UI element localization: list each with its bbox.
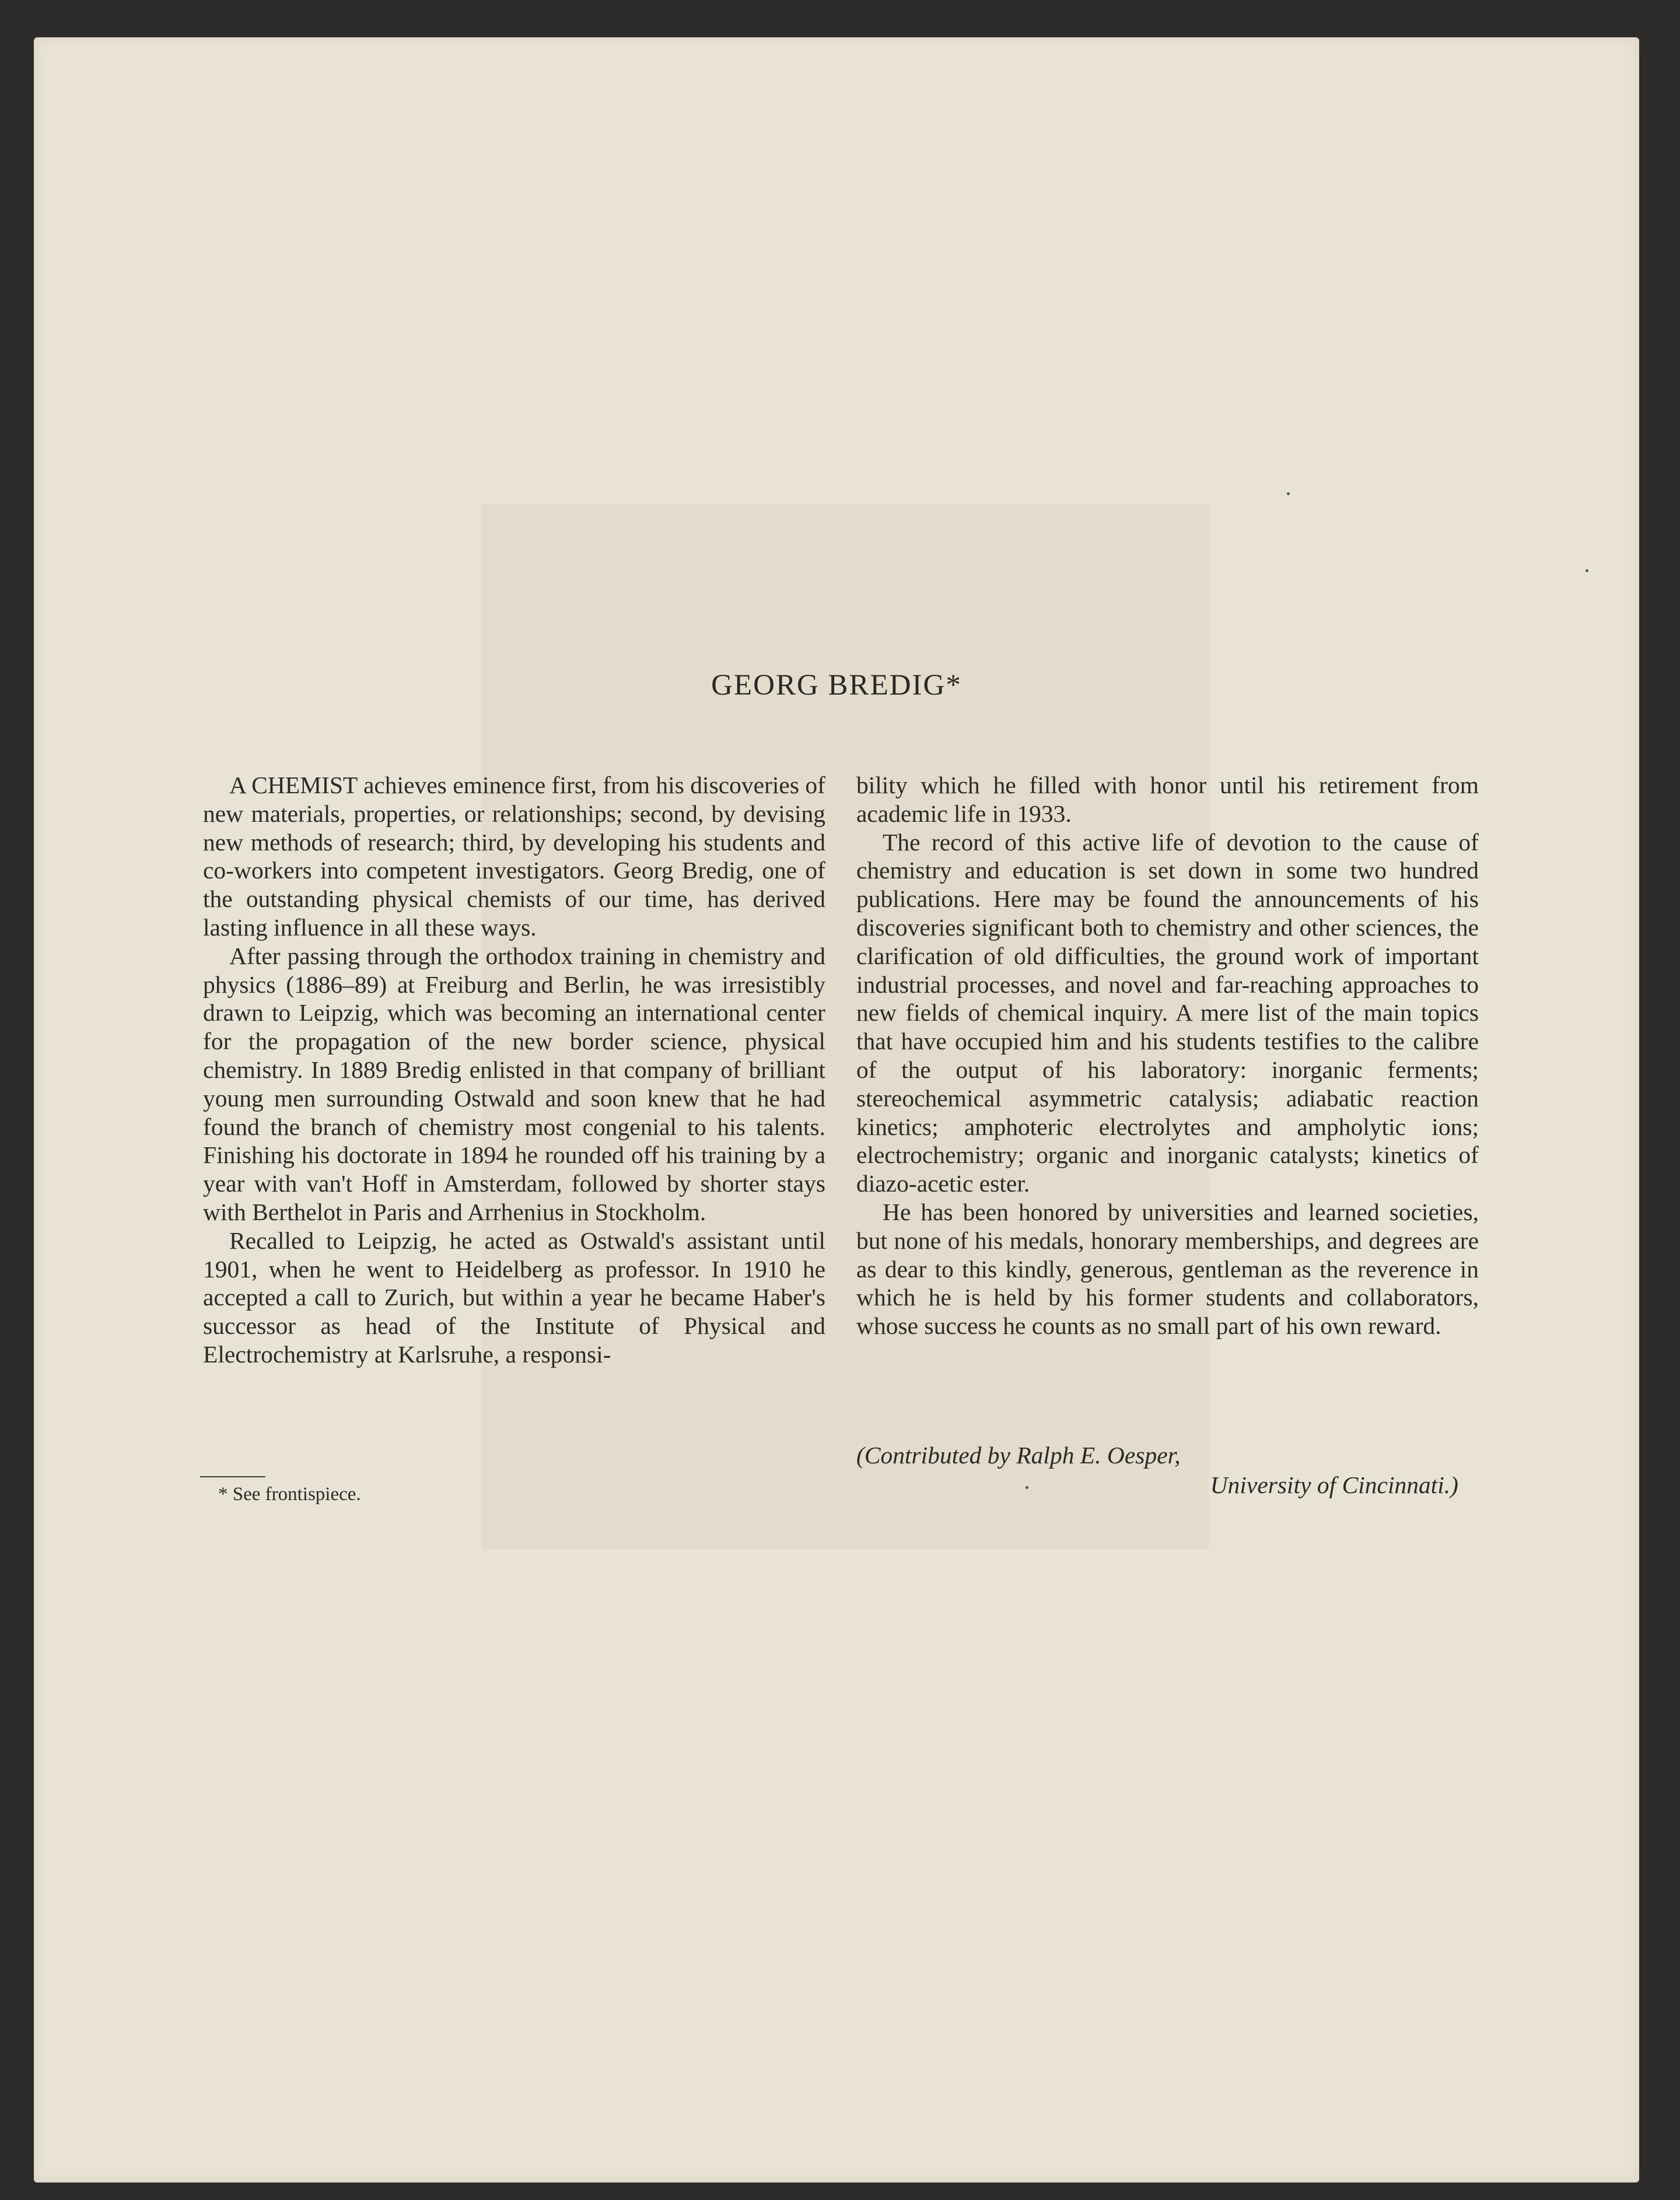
paragraph-publications: The record of this active life of devotion to the cause of chemistry and education is set down in some two hundred publications. Here may be found the announcements of his discoveries significant both to chemistry and other sciences, the clarification of old difficulties, the ground work of important industrial processes, and novel and far-reaching approaches to new fields of chemical inquiry. A mere list of the main topics that have occupied him and his students testifies to the calibre of the output of his laboratory: inorganic ferments; stereochemical asymmetric catalysis; adiabatic reaction kinetics; amphoteric electrolytes and ampholytic ions; electrochemistry; organic and inorganic catalysts; kinetics of diazo-acetic ester. bbox=[856, 828, 1479, 1197]
paragraph-career: Recalled to Leipzig, he acted as Ostwald's assistant until 1901, when he went to Heidelberg as professor. In 1910 he accepted a call to Zurich, but within a year he became Haber's successor as head of the Institute of Physical and Electrochemistry at Karlsruhe, a responsi- bbox=[203, 1227, 825, 1368]
left-column bbox=[203, 771, 825, 1369]
paragraph-career-continued: bility which he filled with honor until his retirement from academic life in 1933. bbox=[856, 772, 1479, 827]
paper-speck bbox=[1026, 1486, 1028, 1489]
footnote: * See frontispiece. bbox=[218, 1484, 361, 1505]
paragraph-intro: A CHEMIST achieves eminence first, from his discoveries of new materials, properties, or relationships; second, by devising new methods of research; third, by developing his students and co-workers into competent investigators. Georg Bredig, one of the outstanding physical chemists of our time, has derived lasting influence in all these ways. bbox=[203, 772, 825, 941]
signature-contributor: (Contributed by Ralph E. Oesper, bbox=[856, 1442, 1181, 1469]
signature-affiliation: University of Cincinnati.) bbox=[1210, 1472, 1458, 1498]
paper-speck bbox=[1287, 492, 1290, 495]
footnote-rule bbox=[200, 1476, 265, 1477]
paragraph-honors: He has been honored by universities and learned societies, but none of his medals, honorary memberships, and degrees are as dear to this kindly, generous, gentleman as the reverence in which he is held by his former students and collaborators, whose success he counts as no small part of his own reward. bbox=[856, 1198, 1479, 1340]
document-page bbox=[34, 37, 1639, 2183]
paper-speck bbox=[1586, 569, 1588, 572]
right-column bbox=[856, 771, 1479, 1340]
article-title: GEORG BREDIG* bbox=[711, 669, 962, 702]
paragraph-training: After passing through the orthodox training in chemistry and physics (1886–89) at Freiburg and Berlin, he was irresistibly drawn to Leipzig, which was becoming an international center for the propagation of the new border science, physical chemistry. In 1889 Bredig enlisted in that company of brilliant young men surrounding Ostwald and soon knew that he had found the branch of chemistry most congenial to his talents. Finishing his doctorate in 1894 he rounded off his training by a year with van't Hoff in Amsterdam, followed by shorter stays with Berthelot in Paris and Arrhenius in Stockholm. bbox=[203, 942, 825, 1225]
